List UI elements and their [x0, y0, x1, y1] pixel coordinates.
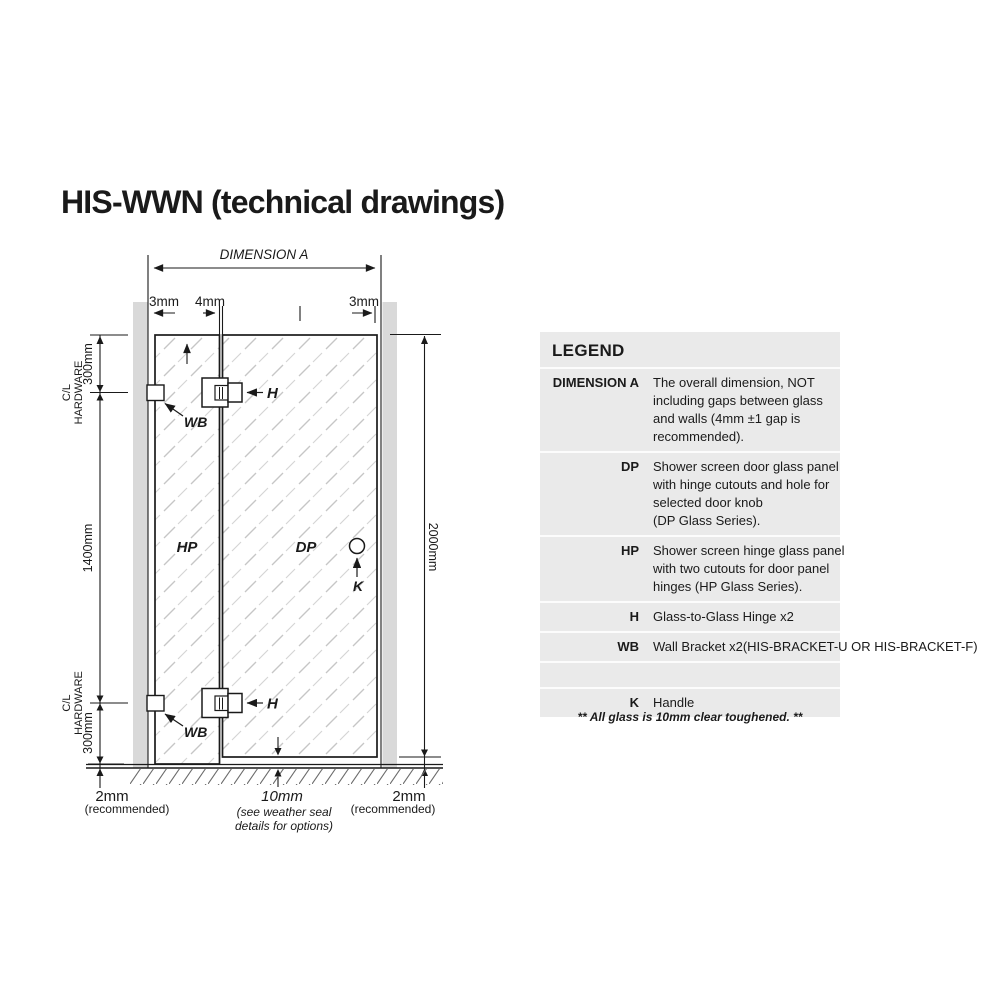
cl-hardware-top-line1: C/L [61, 383, 73, 402]
hardware-span-label: 1400mm [81, 523, 95, 573]
floor-gap-left-note: (recommended) [84, 802, 170, 816]
legend-key: DIMENSION A [552, 375, 639, 390]
legend-desc: Shower screen hinge glass panel with two cutouts for door panel hinges (HP Glass Series). [653, 543, 845, 594]
seal-gap-note-line1: (see weather seal [236, 805, 332, 819]
overall-height-label: 2000mm [426, 522, 440, 572]
legend-row-hp [540, 535, 845, 601]
legend-panel [540, 332, 978, 717]
hinge-bottom-label: H [267, 695, 278, 713]
legend-desc: Shower screen door glass panel with hinge cutouts and hole for selected door knob (DP Glass Series). [653, 459, 839, 528]
legend-key: HP [620, 543, 639, 558]
dimension-a-label: DIMENSION A [219, 247, 309, 262]
wall-bracket-bottom [147, 696, 164, 712]
legend-row-wb [540, 631, 978, 661]
wall-right [383, 302, 398, 768]
legend-key: H [629, 609, 639, 624]
glass-footnote: ** All glass is 10mm clear toughened. ** [577, 710, 803, 724]
hardware-offset-bottom-label: 300mm [81, 712, 95, 754]
floor-gap-left-label: 2mm [95, 788, 129, 805]
gap-wall-left-label: 3mm [149, 294, 179, 309]
top-gap-arrows [154, 306, 375, 335]
hinge-bottom [202, 689, 242, 718]
legend-key: K [629, 695, 639, 710]
legend-desc: Wall Bracket x2(HIS-BRACKET-U OR HIS-BRACKET-F) [653, 639, 978, 654]
legend-row-dp [540, 451, 840, 535]
gap-wall-right-label: 3mm [349, 294, 379, 309]
door-panel-label: DP [295, 539, 317, 556]
cl-hardware-bottom-line2: HARDWARE [73, 671, 85, 735]
legend-desc: Handle [653, 695, 695, 710]
legend-row-h [540, 601, 840, 631]
hinge-top-label: H [267, 385, 278, 402]
legend-key: DP [620, 459, 639, 474]
seal-gap-label: 10mm [261, 788, 303, 805]
legend-desc: The overall dimension, NOT including gaps between glass and walls (4mm ±1 gap is recommended). [653, 375, 823, 444]
knob-label: K [352, 578, 364, 594]
floor-gap-right-note: (recommended) [350, 802, 436, 816]
floor-gap-right-label: 2mm [392, 788, 426, 805]
hinge-panel-label: HP [176, 539, 198, 556]
wall-bracket-bottom-label: WB [184, 724, 208, 740]
legend-desc: Glass-to-Glass Hinge x2 [653, 609, 794, 624]
cl-hardware-bottom-line1: C/L [61, 694, 73, 712]
floor-hatching [130, 769, 443, 785]
legend-row-dimension-a [540, 367, 840, 451]
seal-gap-note-line2: details for options) [234, 819, 334, 833]
wall-left [133, 302, 148, 768]
legend-title: LEGEND [552, 341, 625, 360]
door-knob [350, 539, 365, 554]
cl-hardware-top-line2: HARDWARE [73, 360, 85, 425]
wall-bracket-top [147, 385, 164, 401]
page-title: HIS-WWN (technical drawings) [61, 184, 505, 220]
hinge-top [202, 378, 242, 407]
hardware-offset-top-label: 300mm [81, 343, 95, 385]
technical-drawing [40, 240, 470, 840]
gap-panels-label: 4mm [195, 294, 225, 309]
wall-bracket-top-label: WB [184, 414, 208, 430]
legend-key: WB [617, 639, 639, 654]
legend-row-spacer [540, 661, 840, 687]
